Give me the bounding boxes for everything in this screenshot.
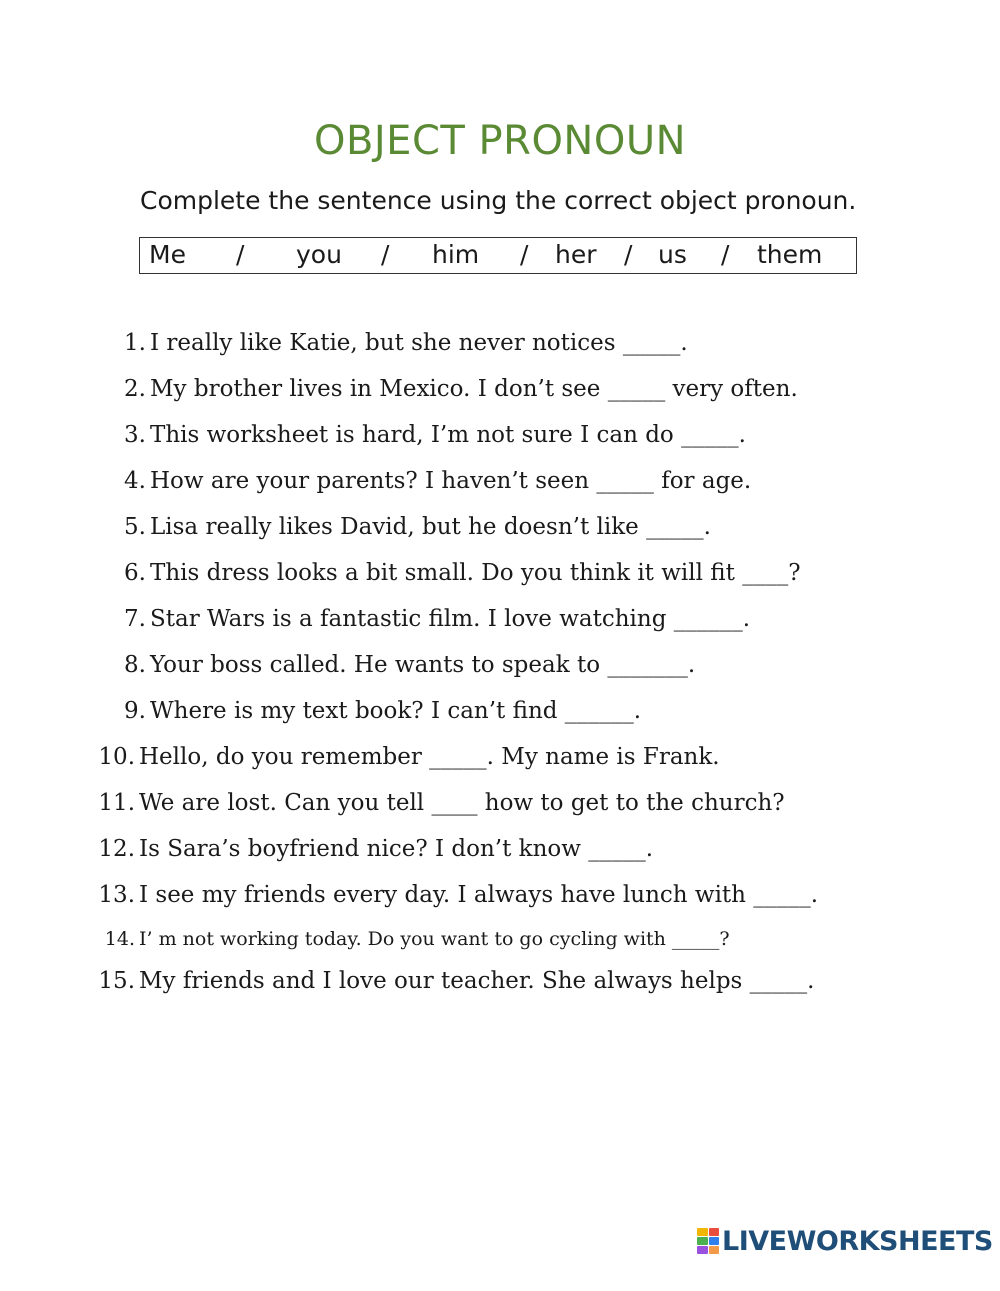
word-bank-separator: / <box>381 240 390 269</box>
logo-square <box>697 1237 708 1245</box>
instruction-text: Complete the sentence using the correct object pronoun. <box>140 186 857 215</box>
question-item <box>124 514 711 540</box>
question-number: 13. <box>98 882 135 908</box>
logo-square <box>709 1237 720 1245</box>
question-number: 5. <box>124 514 146 540</box>
question-item <box>98 744 720 770</box>
logo-square <box>697 1246 708 1254</box>
question-item <box>124 560 801 586</box>
question-number: 1. <box>124 330 146 356</box>
logo-square <box>709 1246 720 1254</box>
question-item <box>124 376 798 402</box>
word-bank-separator: / <box>624 240 633 269</box>
question-text: Star Wars is a fantastic film. I love watching ______. <box>150 606 751 632</box>
question-number: 10. <box>98 744 135 770</box>
logo-square <box>697 1228 708 1236</box>
question-text: We are lost. Can you tell ____ how to get to the church? <box>139 790 785 816</box>
question-item <box>124 468 752 494</box>
worksheet-title: OBJECT PRONOUN <box>313 118 687 164</box>
question-text: My brother lives in Mexico. I don’t see _____ very often. <box>150 376 798 402</box>
question-number: 11. <box>98 790 135 816</box>
question-item <box>124 330 688 356</box>
question-number: 14. <box>104 928 135 950</box>
question-item <box>124 698 642 724</box>
question-number: 7. <box>124 606 146 632</box>
question-text: Hello, do you remember _____. My name is Frank. <box>139 744 720 770</box>
word-bank-item-him: him <box>432 240 480 269</box>
question-item <box>124 606 751 632</box>
question-text: This dress looks a bit small. Do you think it will fit ____? <box>150 560 801 586</box>
question-number: 15. <box>98 968 135 994</box>
logo-square <box>709 1228 720 1236</box>
question-item <box>124 422 746 448</box>
word-bank-item-me: Me <box>149 240 186 269</box>
question-item <box>98 836 654 862</box>
question-text: I really like Katie, but she never notices _____. <box>150 330 688 356</box>
liveworksheets-logo-icon <box>697 1228 719 1254</box>
question-item <box>124 652 696 678</box>
liveworksheets-logo <box>697 1227 993 1255</box>
question-text: I’ m not working today. Do you want to go cycling with _____? <box>139 928 730 950</box>
question-number: 3. <box>124 422 146 448</box>
question-number: 6. <box>124 560 146 586</box>
question-item <box>98 882 819 908</box>
word-bank-separator: / <box>236 240 245 269</box>
word-bank-separator: / <box>721 240 730 269</box>
word-bank-item-them: them <box>757 240 823 269</box>
question-text: Your boss called. He wants to speak to _______. <box>150 652 696 678</box>
word-bank-item-you: you <box>296 240 342 269</box>
question-item <box>98 968 815 994</box>
question-number: 8. <box>124 652 146 678</box>
question-text: How are your parents? I haven’t seen _____ for age. <box>150 468 752 494</box>
logo-text: LIVEWORKSHEETS <box>722 1225 993 1257</box>
word-bank <box>139 237 857 274</box>
question-item <box>98 790 785 816</box>
question-text: Lisa really likes David, but he doesn’t like _____. <box>150 514 711 540</box>
question-text: Where is my text book? I can’t find ______. <box>150 698 642 724</box>
word-bank-item-her: her <box>555 240 597 269</box>
question-number: 4. <box>124 468 146 494</box>
question-text: I see my friends every day. I always have lunch with _____. <box>139 882 819 908</box>
question-number: 9. <box>124 698 146 724</box>
question-text: Is Sara’s boyfriend nice? I don’t know _____. <box>139 836 654 862</box>
word-bank-item-us: us <box>658 240 687 269</box>
question-number: 12. <box>98 836 135 862</box>
question-text: My friends and I love our teacher. She always helps _____. <box>139 968 815 994</box>
question-text: This worksheet is hard, I’m not sure I can do _____. <box>150 422 746 448</box>
word-bank-separator: / <box>520 240 529 269</box>
question-number: 2. <box>124 376 146 402</box>
question-item <box>104 928 730 950</box>
